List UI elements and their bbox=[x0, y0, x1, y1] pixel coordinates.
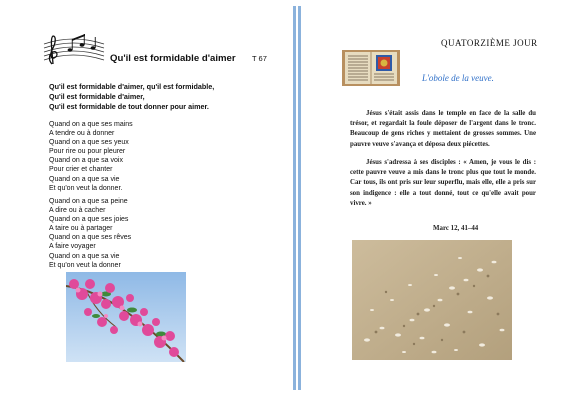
refrain-line: Qu'il est formidable d'aimer, qu'il est formidable, bbox=[49, 82, 215, 91]
stanza-line: A tendre ou à donner bbox=[49, 130, 115, 138]
paragraph-2-text: Jésus s'adressa à ses disciples : « Amen, je vous le dis : cette pauvre veuve a mis dans le tronc plus que tout le monde. Car tous, ils ont pris sur leur superflu, mais elle, elle a pris sur son indigence : elle a tout donné, tout ce qu'elle avait pour vivre. » bbox=[350, 159, 536, 207]
stanza-line: A dire ou à cacher bbox=[49, 207, 106, 215]
stanza-line: Quand on a que sa vie bbox=[49, 252, 120, 260]
stanza-2 bbox=[49, 197, 131, 270]
stanza-line: Pour crier et chanter bbox=[49, 166, 113, 174]
song-code: T 67 bbox=[252, 54, 267, 63]
day-title: QUATORZIÈME JOUR bbox=[441, 38, 538, 48]
refrain bbox=[49, 82, 214, 112]
stanza-line: Et qu'on veut la donner. bbox=[49, 184, 123, 192]
stanza-line: Quand on a que sa voix bbox=[49, 157, 123, 165]
stanza-line: Quand on a que ses rêves bbox=[49, 234, 132, 242]
stanza-line: Et qu'on veut la donner bbox=[49, 261, 121, 269]
stanza-line: Quand on a que ses yeux bbox=[49, 139, 129, 147]
paragraph-1-text: Jésus s'était assis dans le temple en face de la salle du trésor, et regardait la foule déposer de l'argent dans le tronc. Beaucoup de gens riches y mettaient de grosses sommes. Une pauvre veuve s'avança et déposa deux piécettes. bbox=[350, 110, 536, 148]
stanza-line: Quand on a que ses joies bbox=[49, 216, 129, 224]
paragraph-2 bbox=[350, 158, 536, 209]
stanza-1 bbox=[49, 120, 133, 193]
page-divider bbox=[293, 6, 296, 390]
bougainvillea-photo bbox=[66, 272, 186, 362]
song-title: Qu'il est formidable d'aimer bbox=[110, 53, 236, 64]
paragraph-1 bbox=[350, 109, 536, 150]
stanza-line: Quand on a que sa peine bbox=[49, 198, 128, 205]
stanza-line: A faire voyager bbox=[49, 243, 96, 251]
bible-reference: Marc 12, 41–44 bbox=[433, 225, 479, 232]
illuminated-manuscript-image bbox=[342, 50, 400, 86]
stanza-line: Quand on a que ses mains bbox=[49, 121, 133, 128]
stanza-line: Pour rire ou pour pleurer bbox=[49, 148, 126, 156]
music-staff-icon bbox=[40, 30, 106, 66]
refrain-line: Qu'il est formidable de tout donner pour aimer. bbox=[49, 102, 209, 111]
section-title: L'obole de la veuve. bbox=[422, 73, 494, 83]
stanza-line: A taire ou à partager bbox=[49, 225, 113, 233]
refrain-line: Qu'il est formidable d'aimer, bbox=[49, 92, 145, 101]
shells-on-sand-photo bbox=[352, 240, 512, 360]
stanza-line: Quand on a que sa vie bbox=[49, 175, 120, 183]
